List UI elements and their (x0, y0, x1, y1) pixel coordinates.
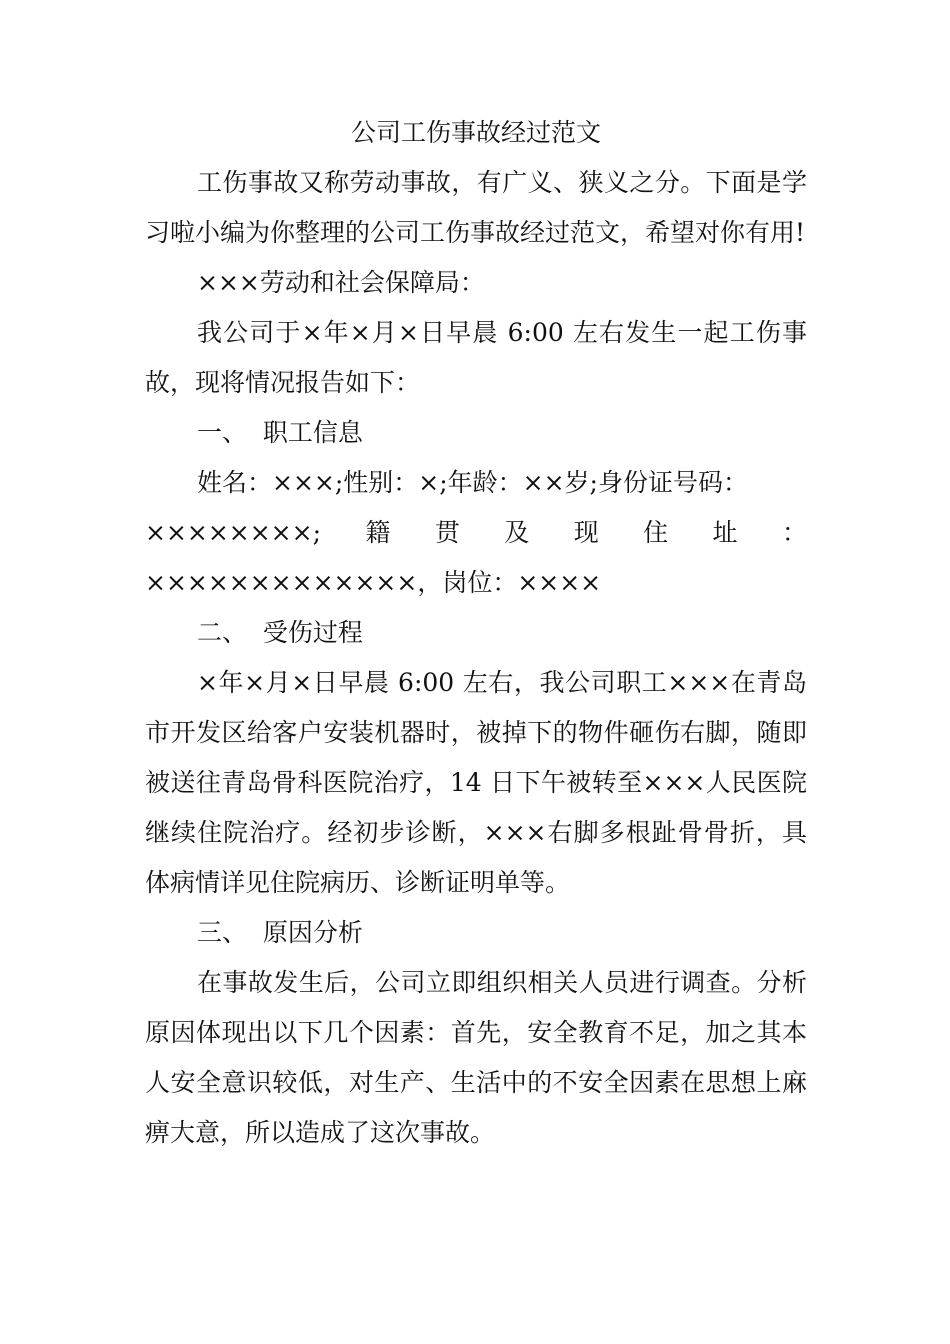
addressee-line: ×××劳动和社会保障局： (197, 268, 485, 297)
intro-paragraph: 工伤事故又称劳动事故，有广义、狭义之分。下面是学习啦小编为你整理的公司工伤事故经过范文，希望对你有用! (145, 168, 807, 247)
employee-info-line-1: 姓名：×××;性别：×;年龄：××岁;身份证号码： (197, 468, 748, 497)
address-label-char: 及 (504, 518, 530, 547)
injury-process-paragraph: ×年×月×日早晨 6:00 左右，我公司职工×××在青岛市开发区给客户安装机器时，被掉下的物件砸伤右脚，随即被送往青岛骨科医院治疗，14 日下午被转至×××人民医院继续住院治疗。经初步诊断，×××右脚多根趾骨骨折，具体病情详见住院病历、诊断证明单等。 (145, 668, 807, 897)
section3-heading: 三、 原因分析 (197, 918, 363, 947)
address-label-char: 住 (643, 518, 669, 547)
section1-heading: 一、 职工信息 (197, 418, 363, 447)
cause-analysis-paragraph: 在事故发生后，公司立即组织相关人员进行调查。分析原因体现出以下几个因素：首先，安全教育不足，加之其本人安全意识较低，对生产、生活中的不安全因素在思想上麻痹大意，所以造成了这次事故。 (145, 968, 807, 1147)
employee-info-line-3: ×××××××××××××，岗位：×××× (145, 568, 602, 597)
section2-heading: 二、 受伤过程 (197, 618, 363, 647)
document-page (145, 108, 807, 1158)
id-number-value: ××××××××; (145, 518, 322, 547)
address-label-char: 现 (573, 518, 599, 547)
address-label-char: 籍 (365, 518, 391, 547)
employee-info-line-2 (145, 508, 807, 558)
address-label-colon: ： (781, 518, 807, 547)
opening-paragraph: 我公司于×年×月×日早晨 6:00 左右发生一起工伤事故，现将情况报告如下： (145, 318, 807, 397)
address-label-char: 贯 (434, 518, 460, 547)
document-title: 公司工伤事故经过范文 (350, 118, 601, 147)
address-label-char: 址 (712, 518, 738, 547)
